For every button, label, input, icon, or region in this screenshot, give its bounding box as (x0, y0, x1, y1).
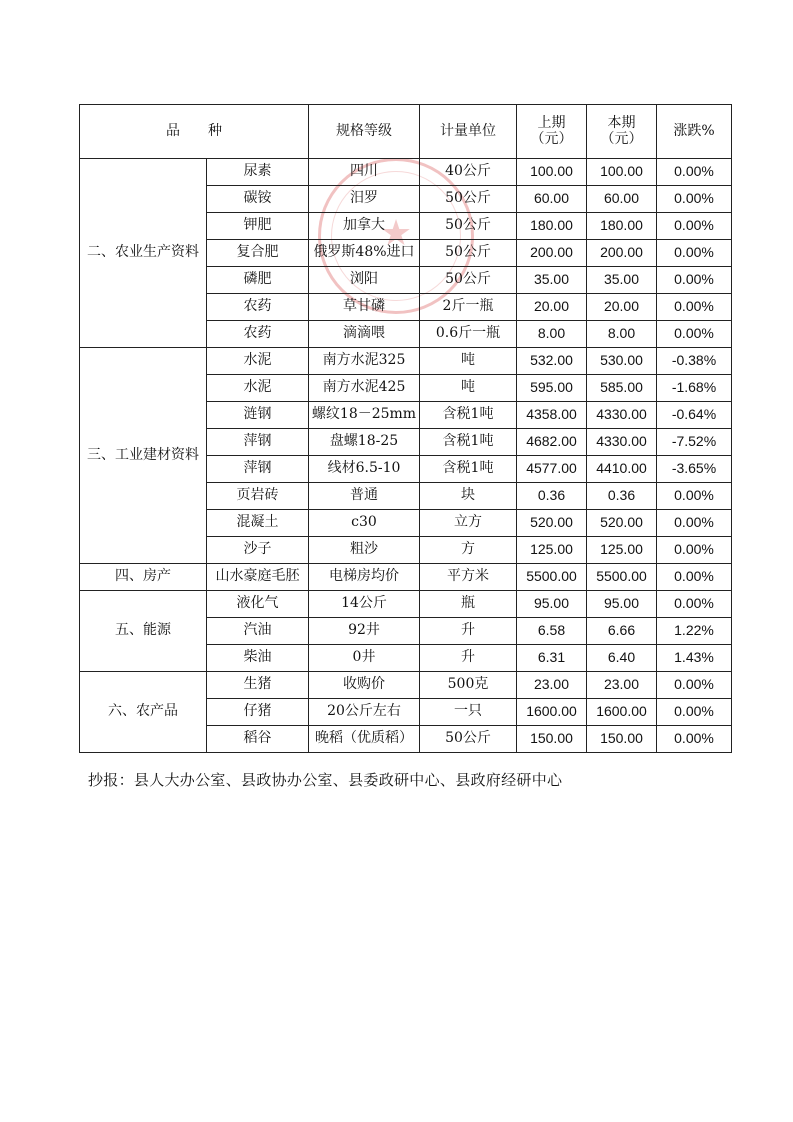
cell-item: 萍钢 (207, 429, 309, 456)
cell-curr-price: 0.36 (587, 483, 657, 510)
cell-spec: c30 (309, 510, 420, 537)
cell-change: -1.68% (657, 375, 732, 402)
cell-change: 0.00% (657, 294, 732, 321)
category-cell: 三、工业建材资料 (80, 348, 207, 564)
cell-item: 水泥 (207, 348, 309, 375)
cell-prev-price: 8.00 (517, 321, 587, 348)
table-row (80, 564, 732, 591)
cell-item: 柴油 (207, 645, 309, 672)
cell-change: 0.00% (657, 186, 732, 213)
cell-spec: 收购价 (309, 672, 420, 699)
cell-unit: 吨 (420, 375, 517, 402)
cell-unit: 含税1吨 (420, 402, 517, 429)
cell-change: 0.00% (657, 537, 732, 564)
cell-item: 混凝土 (207, 510, 309, 537)
cell-curr-price: 1600.00 (587, 699, 657, 726)
cell-unit: 含税1吨 (420, 456, 517, 483)
cell-spec: 螺纹18－25mm (309, 402, 420, 429)
cell-curr-price: 6.40 (587, 645, 657, 672)
cell-curr-price: 4410.00 (587, 456, 657, 483)
cell-unit: 立方 (420, 510, 517, 537)
cell-unit: 平方米 (420, 564, 517, 591)
cell-item: 山水豪庭毛胚 (207, 564, 309, 591)
cell-prev-price: 23.00 (517, 672, 587, 699)
cell-spec: 电梯房均价 (309, 564, 420, 591)
cell-spec: 线材6.5-10 (309, 456, 420, 483)
category-cell: 四、房产 (80, 564, 207, 591)
cell-spec: 普通 (309, 483, 420, 510)
cell-spec: 四川 (309, 159, 420, 186)
cell-change: 0.00% (657, 510, 732, 537)
cell-unit: 升 (420, 618, 517, 645)
cell-change: 1.22% (657, 618, 732, 645)
cell-unit: 方 (420, 537, 517, 564)
category-cell: 六、农产品 (80, 672, 207, 753)
cell-curr-price: 6.66 (587, 618, 657, 645)
cell-prev-price: 0.36 (517, 483, 587, 510)
cell-unit: 2斤一瓶 (420, 294, 517, 321)
cell-spec: 汨罗 (309, 186, 420, 213)
cell-unit: 40公斤 (420, 159, 517, 186)
cell-change: 0.00% (657, 726, 732, 753)
cell-change: 0.00% (657, 213, 732, 240)
cell-spec: 草甘磷 (309, 294, 420, 321)
cell-curr-price: 180.00 (587, 213, 657, 240)
cell-item: 农药 (207, 321, 309, 348)
cell-change: 0.00% (657, 159, 732, 186)
cell-spec: 加拿大 (309, 213, 420, 240)
cell-prev-price: 35.00 (517, 267, 587, 294)
cell-item: 液化气 (207, 591, 309, 618)
header-prev-line1: 上期 (537, 115, 566, 132)
price-table (79, 104, 732, 753)
cell-unit: 块 (420, 483, 517, 510)
cell-spec: 0井 (309, 645, 420, 672)
cell-item: 水泥 (207, 375, 309, 402)
cell-spec: 南方水泥425 (309, 375, 420, 402)
cell-change: -0.38% (657, 348, 732, 375)
header-curr-price (587, 105, 657, 159)
cell-change: -7.52% (657, 429, 732, 456)
cell-change: 0.00% (657, 483, 732, 510)
cell-unit: 含税1吨 (420, 429, 517, 456)
cell-prev-price: 6.58 (517, 618, 587, 645)
header-change: 涨跌% (657, 105, 732, 159)
cell-item: 碳铵 (207, 186, 309, 213)
cell-unit: 0.6斤一瓶 (420, 321, 517, 348)
cell-item: 汽油 (207, 618, 309, 645)
cell-item: 复合肥 (207, 240, 309, 267)
header-curr-line1: 本期 (607, 115, 636, 132)
cell-item: 稻谷 (207, 726, 309, 753)
table-row (80, 672, 732, 699)
cell-prev-price: 150.00 (517, 726, 587, 753)
category-cell: 五、能源 (80, 591, 207, 672)
cell-unit: 瓶 (420, 591, 517, 618)
cell-curr-price: 4330.00 (587, 402, 657, 429)
cell-spec: 南方水泥325 (309, 348, 420, 375)
cell-prev-price: 4577.00 (517, 456, 587, 483)
cell-prev-price: 4682.00 (517, 429, 587, 456)
cell-change: 0.00% (657, 240, 732, 267)
cell-curr-price: 60.00 (587, 186, 657, 213)
cell-spec: 俄罗斯48%进口 (309, 240, 420, 267)
cell-curr-price: 8.00 (587, 321, 657, 348)
cell-prev-price: 95.00 (517, 591, 587, 618)
cell-curr-price: 100.00 (587, 159, 657, 186)
cell-unit: 一只 (420, 699, 517, 726)
cell-curr-price: 530.00 (587, 348, 657, 375)
cc-distribution-line: 抄报：县人大办公室、县政协办公室、县委政研中心、县政府经研中心 (88, 771, 563, 789)
cell-curr-price: 95.00 (587, 591, 657, 618)
cell-unit: 50公斤 (420, 726, 517, 753)
cell-curr-price: 125.00 (587, 537, 657, 564)
cell-item: 磷肥 (207, 267, 309, 294)
header-prev-line2: （元） (530, 130, 573, 147)
cell-curr-price: 20.00 (587, 294, 657, 321)
cell-item: 尿素 (207, 159, 309, 186)
cell-prev-price: 520.00 (517, 510, 587, 537)
cell-curr-price: 5500.00 (587, 564, 657, 591)
cell-change: 0.00% (657, 591, 732, 618)
cell-change: -0.64% (657, 402, 732, 429)
cell-prev-price: 125.00 (517, 537, 587, 564)
cell-prev-price: 595.00 (517, 375, 587, 402)
cell-change: 0.00% (657, 267, 732, 294)
table-body (80, 159, 732, 753)
cell-item: 涟钢 (207, 402, 309, 429)
cell-curr-price: 200.00 (587, 240, 657, 267)
cell-spec: 92井 (309, 618, 420, 645)
cell-change: 0.00% (657, 564, 732, 591)
cell-spec: 14公斤 (309, 591, 420, 618)
cell-unit: 50公斤 (420, 240, 517, 267)
cell-item: 萍钢 (207, 456, 309, 483)
cell-prev-price: 100.00 (517, 159, 587, 186)
header-prev-price (517, 105, 587, 159)
cell-prev-price: 5500.00 (517, 564, 587, 591)
cell-item: 钾肥 (207, 213, 309, 240)
cell-item: 农药 (207, 294, 309, 321)
cell-curr-price: 150.00 (587, 726, 657, 753)
cell-unit: 50公斤 (420, 213, 517, 240)
cell-unit: 50公斤 (420, 186, 517, 213)
cell-unit: 吨 (420, 348, 517, 375)
cell-change: -3.65% (657, 456, 732, 483)
cell-prev-price: 4358.00 (517, 402, 587, 429)
cell-curr-price: 35.00 (587, 267, 657, 294)
table-row (80, 591, 732, 618)
cell-curr-price: 585.00 (587, 375, 657, 402)
cell-prev-price: 20.00 (517, 294, 587, 321)
cell-item: 生猪 (207, 672, 309, 699)
header-spec: 规格等级 (309, 105, 420, 159)
table-row (80, 159, 732, 186)
cell-spec: 晚稻（优质稻） (309, 726, 420, 753)
header-unit: 计量单位 (420, 105, 517, 159)
cell-prev-price: 532.00 (517, 348, 587, 375)
cell-spec: 20公斤左右 (309, 699, 420, 726)
cell-curr-price: 23.00 (587, 672, 657, 699)
cell-prev-price: 1600.00 (517, 699, 587, 726)
cell-spec: 浏阳 (309, 267, 420, 294)
cell-change: 1.43% (657, 645, 732, 672)
cell-change: 0.00% (657, 672, 732, 699)
cell-prev-price: 6.31 (517, 645, 587, 672)
cell-spec: 粗沙 (309, 537, 420, 564)
cell-curr-price: 520.00 (587, 510, 657, 537)
table-row (80, 348, 732, 375)
seal-star-icon: ★ (379, 213, 413, 254)
cell-change: 0.00% (657, 699, 732, 726)
cell-spec: 盘螺18-25 (309, 429, 420, 456)
header-curr-line2: （元） (600, 130, 643, 147)
cell-prev-price: 60.00 (517, 186, 587, 213)
cell-spec: 滴滴喂 (309, 321, 420, 348)
cell-change: 0.00% (657, 321, 732, 348)
header-variety: 品 种 (80, 105, 309, 159)
category-cell: 二、农业生产资料 (80, 159, 207, 348)
cell-item: 仔猪 (207, 699, 309, 726)
cell-curr-price: 4330.00 (587, 429, 657, 456)
cell-prev-price: 180.00 (517, 213, 587, 240)
cell-item: 页岩砖 (207, 483, 309, 510)
cell-prev-price: 200.00 (517, 240, 587, 267)
cell-item: 沙子 (207, 537, 309, 564)
cell-unit: 升 (420, 645, 517, 672)
cell-unit: 500克 (420, 672, 517, 699)
cell-unit: 50公斤 (420, 267, 517, 294)
table-header-row (80, 105, 732, 159)
